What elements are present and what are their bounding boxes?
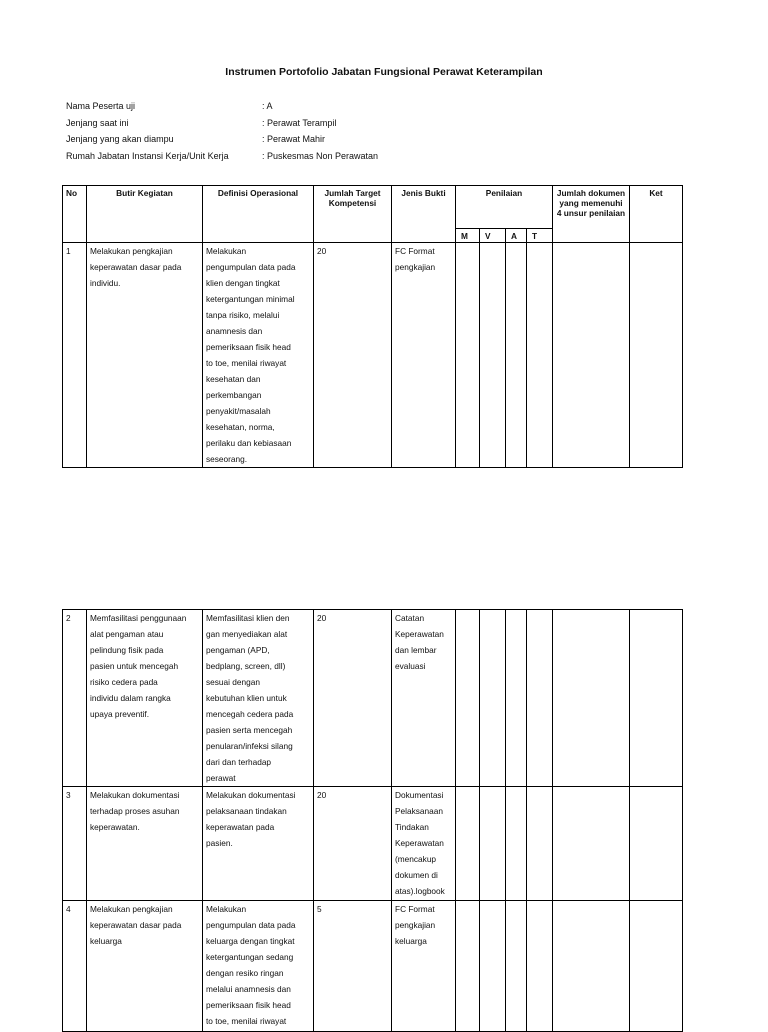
info-row bbox=[66, 118, 378, 135]
row-m bbox=[456, 787, 480, 901]
header-definisi-operasional: Definisi Operasional bbox=[203, 186, 314, 243]
assessment-table bbox=[62, 185, 683, 468]
row-no: 2 bbox=[63, 610, 87, 787]
table-row bbox=[63, 610, 683, 787]
row-butir: Melakukan pengkajian keperawatan dasar pada individu. bbox=[87, 243, 203, 468]
row-target: 20 bbox=[314, 787, 392, 901]
row-v bbox=[480, 243, 506, 468]
participant-info bbox=[66, 101, 378, 167]
header-no: No bbox=[63, 186, 87, 243]
row-a bbox=[506, 610, 527, 787]
info-value: : Puskesmas Non Perawatan bbox=[262, 150, 379, 161]
row-jumlah-dokumen bbox=[553, 610, 630, 787]
info-value: : A bbox=[262, 101, 273, 111]
info-row bbox=[66, 134, 378, 151]
header-a: A bbox=[506, 229, 527, 243]
row-m bbox=[456, 610, 480, 787]
row-a bbox=[506, 901, 527, 1032]
row-jumlah-dokumen bbox=[553, 243, 630, 468]
row-v bbox=[480, 610, 506, 787]
row-no: 4 bbox=[63, 901, 87, 1032]
row-ket bbox=[630, 243, 683, 468]
row-m bbox=[456, 243, 480, 468]
row-jumlah-dokumen bbox=[553, 901, 630, 1032]
row-bukti: FC Format pengkajian keluarga bbox=[392, 901, 456, 1032]
info-label: Rumah Jabatan Instansi Kerja/Unit Kerja bbox=[66, 150, 229, 161]
info-label: Nama Peserta uji bbox=[66, 101, 136, 111]
header-penilaian: Penilaian bbox=[456, 186, 553, 229]
row-t bbox=[527, 610, 553, 787]
row-definisi: Melakukan dokumentasi pelaksanaan tindakan keperawatan pada pasien. bbox=[203, 787, 314, 901]
row-v bbox=[480, 901, 506, 1032]
header-v: V bbox=[480, 229, 506, 243]
info-value: : Perawat Mahir bbox=[262, 134, 326, 144]
info-value: : Perawat Terampil bbox=[262, 117, 337, 128]
row-t bbox=[527, 243, 553, 468]
row-target: 20 bbox=[314, 610, 392, 787]
header-ket: Ket bbox=[630, 186, 683, 243]
header-m: M bbox=[456, 229, 480, 243]
row-t bbox=[527, 787, 553, 901]
page-title: Instrumen Portofolio Jabatan Fungsional Perawat Keterampilan bbox=[225, 66, 543, 78]
header-t: T bbox=[527, 229, 553, 243]
row-v bbox=[480, 787, 506, 901]
row-bukti: FC Format pengkajian bbox=[392, 243, 456, 468]
row-a bbox=[506, 787, 527, 901]
header-butir-kegiatan: Butir Kegiatan bbox=[87, 186, 203, 243]
header-jumlah-target: Jumlah Target Kompetensi bbox=[314, 186, 392, 243]
table-row bbox=[63, 787, 683, 901]
row-ket bbox=[630, 901, 683, 1032]
row-t bbox=[527, 901, 553, 1032]
row-butir: Memfasilitasi penggunaan alat pengaman atau pelindung fisik pada pasien untuk mencegah risiko cedera pada individu dalam rangka upaya preventif. bbox=[87, 610, 203, 787]
row-butir: Melakukan dokumentasi terhadap proses asuhan keperawatan. bbox=[87, 787, 203, 901]
assessment-table-continued bbox=[62, 609, 683, 1032]
row-jumlah-dokumen bbox=[553, 787, 630, 901]
row-target: 20 bbox=[314, 243, 392, 468]
row-ket bbox=[630, 610, 683, 787]
row-definisi: Memfasilitasi klien den gan menyediakan alat pengaman (APD, bedplang, screen, dll) sesuai dengan kebutuhan klien untuk mencegah cedera pada pasien serta mencegah penularan/infeksi silang dari dan terhadap perawat bbox=[203, 610, 314, 787]
row-no: 1 bbox=[63, 243, 87, 468]
header-jenis-bukti: Jenis Bukti bbox=[392, 186, 456, 243]
row-definisi: Melakukan pengumpulan data pada klien dengan tingkat ketergantungan minimal tanpa risiko, melalui anamnesis dan pemeriksaan fisik head to toe, menilai riwayat kesehatan dan perkembangan penyakit/masalah kesehatan, norma, perilaku dan kebiasaan seseorang. bbox=[203, 243, 314, 468]
row-no: 3 bbox=[63, 787, 87, 901]
row-definisi: Melakukan pengumpulan data pada keluarga dengan tingkat ketergantungan sedang dengan resiko ringan melalui anamnesis dan pemeriksaan fisik head to toe, menilai riwayat bbox=[203, 901, 314, 1032]
info-label: Jenjang saat ini bbox=[66, 117, 129, 128]
table-row bbox=[63, 901, 683, 1032]
table-row bbox=[63, 243, 683, 468]
row-bukti: Dokumentasi Pelaksanaan Tindakan Keperawatan (mencakup dokumen di atas).logbook bbox=[392, 787, 456, 901]
row-butir: Melakukan pengkajian keperawatan dasar pada keluarga bbox=[87, 901, 203, 1032]
row-ket bbox=[630, 787, 683, 901]
info-label: Jenjang yang akan diampu bbox=[66, 134, 174, 144]
header-jumlah-dokumen: Jumlah dokumen yang memenuhi 4 unsur penilaian bbox=[553, 186, 630, 243]
row-bukti: Catatan Keperawatan dan lembar evaluasi bbox=[392, 610, 456, 787]
row-m bbox=[456, 901, 480, 1032]
row-target: 5 bbox=[314, 901, 392, 1032]
info-row bbox=[66, 151, 378, 168]
row-a bbox=[506, 243, 527, 468]
info-row bbox=[66, 101, 378, 118]
